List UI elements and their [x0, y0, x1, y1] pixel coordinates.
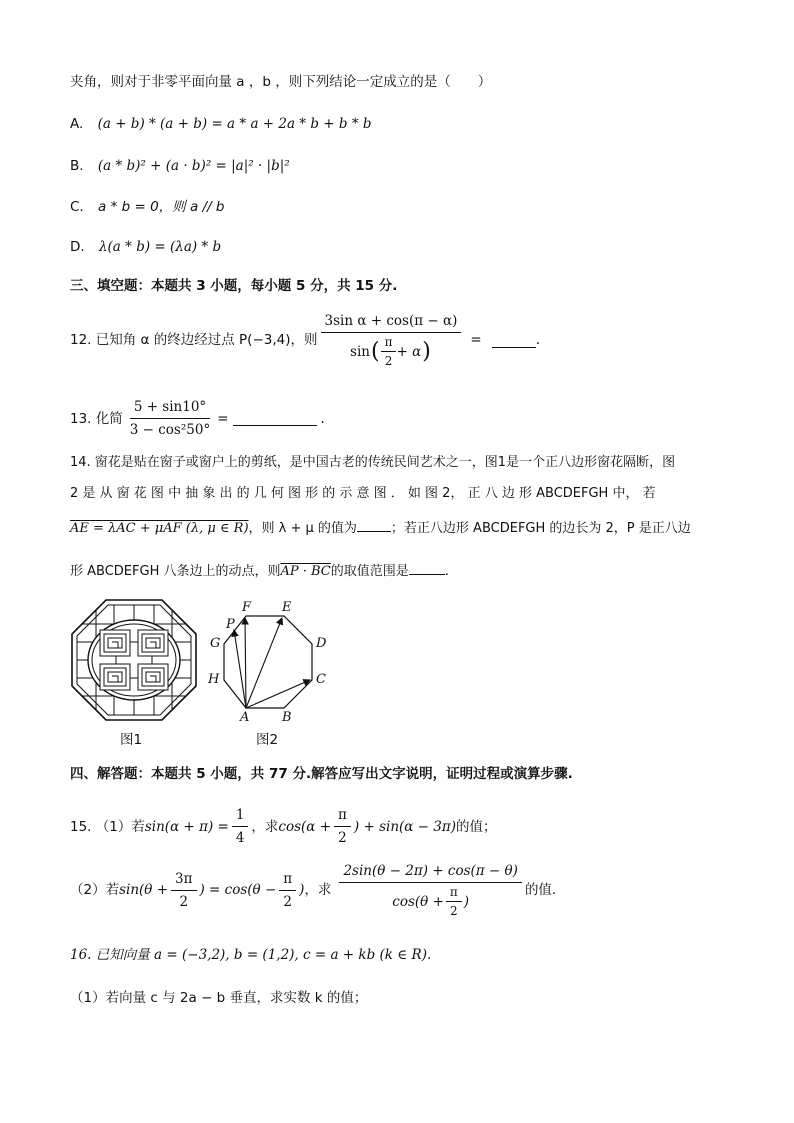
q15-p2-mid: ，求 [304, 882, 332, 898]
q15-p2-fraction [339, 862, 522, 918]
option-text: λ(a * b) = (λa) * b [98, 239, 222, 255]
q14-dot-product: AP · BC [280, 564, 331, 579]
q15-p2-den-b: ) [463, 893, 470, 910]
frac-den: 2 [179, 893, 189, 910]
q15-p2-right-b: ) [299, 882, 305, 898]
option-b [70, 156, 290, 176]
q15-p2-denominator [388, 883, 473, 918]
frac-num: 1 [232, 806, 249, 827]
label-B: B [282, 710, 292, 725]
q13-prefix: 13. 化简 [70, 410, 123, 427]
q15-p2-end: 的值. [524, 882, 557, 898]
q15-p1-prefix: 15. （1）若 [70, 818, 145, 835]
q15-p1-expr-a: cos(α + [278, 818, 332, 835]
q13-equals: = [217, 410, 229, 427]
section-4-title: 四、解答题：本题共 5 小题，共 77 分.解答应写出文字说明，证明过程或演算步骤. [70, 766, 573, 782]
section-3-title: 三、填空题：本题共 3 小题，每小题 5 分，共 15 分. [70, 278, 398, 294]
frac-den: 4 [235, 830, 245, 846]
q12-den-frac-num: π [381, 335, 397, 352]
option-label: A. [70, 116, 84, 132]
label-A: A [240, 710, 250, 725]
option-text: (a * b)² + (a · b)² = |a|² · |b|² [97, 158, 290, 174]
q12-answer-blank[interactable] [492, 333, 536, 348]
q12-den-sin: sin [350, 343, 370, 360]
q12-end: . [535, 332, 540, 348]
frac-den: 2 [338, 830, 347, 846]
q13-denominator: 3 − cos²50° [129, 422, 211, 438]
option-c [70, 197, 225, 217]
q15-p1-expr-b: ) + sin(α − 3π) [353, 818, 457, 835]
label-C: C [316, 672, 326, 687]
q12-den-frac [381, 335, 397, 368]
q12-numerator: 3sin α + cos(π − α) [321, 312, 462, 333]
label-P: P [226, 617, 235, 632]
q15-p2-numerator: 2sin(θ − 2π) + cos(π − θ) [339, 862, 522, 883]
q15-p1-mid: ，求 [251, 818, 279, 835]
q14-line4-tail: 的取值范围是 [330, 564, 409, 579]
q13-fraction [126, 398, 214, 439]
option-a [70, 114, 372, 134]
q15-p2-left-b: ) = cos(θ − [199, 882, 277, 898]
q12-equals: = [470, 332, 482, 348]
paren-right: ) [422, 338, 431, 364]
option-text: a * b = 0，则 a // b [98, 199, 225, 215]
q14-line-4 [70, 560, 449, 582]
q15-p2-den-frac [446, 885, 462, 918]
label-G: G [210, 636, 221, 651]
option-label: C. [70, 199, 84, 215]
frac-num: π [279, 870, 296, 891]
question-15-part-2 [70, 862, 556, 918]
question-16-stem: 16. 已知向量 a = (−3,2), b = (1,2), c = a + kb (k ∈ R). [70, 947, 432, 963]
q12-den-tail: + α [396, 343, 422, 360]
label-E: E [282, 600, 292, 615]
q12-den-frac-den: 2 [384, 354, 393, 368]
q15-p1-cond-frac [232, 806, 249, 847]
q15-p1-cond: sin(α + π) = [144, 818, 229, 835]
q15-p2-prefix: （2）若 [70, 882, 120, 898]
q14-line-3 [70, 517, 691, 539]
frac-num: 3π [171, 870, 196, 891]
q15-p2-left-a: sin(θ + [119, 882, 169, 898]
q14-blank-1[interactable] [357, 517, 391, 532]
q12-denominator [346, 333, 436, 368]
q15-p2-left-frac [171, 870, 196, 911]
paren-left: ( [371, 338, 380, 364]
frac-num: π [334, 806, 351, 827]
q12-fraction [321, 312, 462, 368]
q14-line-2: 2 是 从 窗 花 图 中 抽 象 出 的 几 何 图 形 的 示 意 图 ． 如 图 2， 正 八 边 形 ABCDEFGH 中， 若 [70, 486, 656, 501]
q13-end: . [320, 410, 325, 427]
q14-blank-2[interactable] [409, 560, 445, 575]
q14-line-1: 14. 窗花是贴在窗子或窗户上的剪纸，是中国古老的传统民间艺术之一，图1是一个正八边形窗花隔断，图 [70, 455, 676, 470]
option-text: (a + b) * (a + b) = a * a + 2a * b + b * b [97, 116, 372, 132]
q14-end: . [444, 564, 449, 579]
q15-p1-expr-frac [334, 806, 351, 847]
frac-num: π [446, 885, 462, 902]
q14-line3-tail: ；若正八边形 ABCDEFGH 的边长为 2，P 是正八边 [390, 521, 691, 536]
q12-prefix: 12. 已知角 α 的终边经过点 P(−3,4)，则 [70, 332, 318, 348]
vector-AF [245, 618, 246, 708]
octagon-outline [224, 616, 312, 708]
q15-p2-right-frac [279, 870, 296, 911]
q14-line4-head: 形 ABCDEFGH 八条边上的动点，则 [70, 564, 281, 579]
frac-den: 2 [450, 904, 458, 918]
label-F: F [242, 600, 252, 615]
frac-den: 2 [283, 893, 293, 910]
q15-p1-end: 的值； [456, 818, 497, 835]
option-d [70, 237, 221, 257]
question-12 [70, 312, 540, 368]
figure-2-octagon [200, 596, 340, 726]
q13-answer-blank[interactable] [233, 411, 317, 426]
q15-p2-den-a: cos(θ + [392, 893, 444, 910]
question-15-part-1 [70, 806, 497, 847]
figure-1-caption: 图1 [120, 732, 143, 748]
vector-AP [234, 630, 246, 708]
question-11-stem: 夹角，则对于非零平面向量 a ，b ，则下列结论一定成立的是（ ） [70, 74, 492, 90]
q14-vector-expression: AE = λAC + μAF (λ, μ ∈ R) [70, 521, 249, 536]
figure-1-window-lattice [70, 598, 198, 722]
label-H: H [208, 672, 220, 687]
question-16-part-1: （1）若向量 c 与 2a − b 垂直，求实数 k 的值； [70, 990, 368, 1006]
option-label: D. [70, 239, 85, 255]
q14-line3-mid: ，则 λ + μ 的值为 [248, 521, 357, 536]
q13-numerator: 5 + sin10° [130, 398, 210, 419]
figure-2-caption: 图2 [256, 732, 279, 748]
label-D: D [316, 636, 327, 651]
question-13 [70, 398, 325, 439]
option-label: B. [70, 158, 84, 174]
